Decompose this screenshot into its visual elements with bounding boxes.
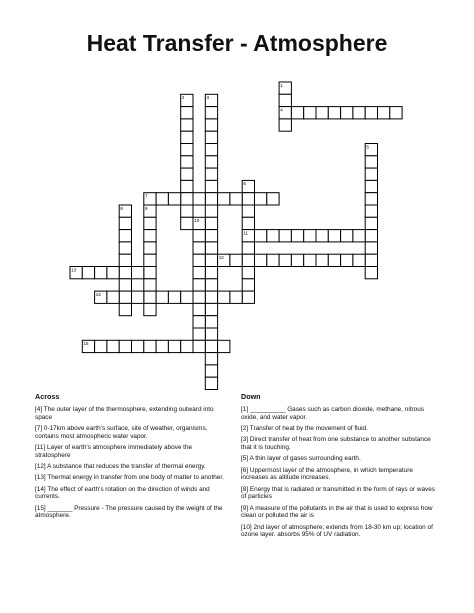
grid-cell[interactable] (378, 107, 390, 119)
grid-cell[interactable] (328, 230, 340, 242)
grid-cell[interactable] (181, 131, 193, 143)
grid-cell[interactable] (119, 303, 131, 315)
grid-cell[interactable] (119, 340, 131, 352)
grid-cell[interactable] (205, 193, 217, 205)
grid-cell[interactable] (181, 217, 193, 229)
grid-cell[interactable] (242, 291, 254, 303)
grid-cell[interactable] (242, 254, 254, 266)
grid-cell[interactable] (181, 291, 193, 303)
grid-cell[interactable] (193, 242, 205, 254)
grid-cell[interactable] (365, 193, 377, 205)
grid-number-11: 11 (243, 230, 249, 236)
grid-cell[interactable] (365, 217, 377, 229)
across-clue-7: [7] 0-17km above earth's surface, site of weather, organisms, contains most atmospheric water vapor. (35, 424, 208, 440)
grid-cell[interactable] (279, 94, 291, 106)
grid-cell[interactable] (390, 107, 402, 119)
across-clue-13: [13] Thermal energy in transfer from one body of matter to another. (35, 474, 224, 482)
grid-cell[interactable] (242, 279, 254, 291)
grid-cell[interactable] (328, 254, 340, 266)
grid-cell[interactable] (193, 267, 205, 279)
across-clue-4: [4] The outer layer of the thermosphere, extending outward into space (35, 406, 214, 421)
grid-cell[interactable] (193, 291, 205, 303)
grid-cell[interactable] (205, 365, 217, 377)
grid-number-7: 7 (145, 193, 148, 199)
grid-cell[interactable] (156, 340, 168, 352)
grid-cell[interactable] (365, 205, 377, 217)
grid-cell[interactable] (193, 254, 205, 266)
grid-cell[interactable] (365, 242, 377, 254)
grid-cell[interactable] (193, 328, 205, 340)
grid-cell[interactable] (193, 279, 205, 291)
grid-cell[interactable] (144, 303, 156, 315)
grid-cell[interactable] (193, 340, 205, 352)
grid-cell[interactable] (353, 107, 365, 119)
grid-cell[interactable] (119, 291, 131, 303)
grid-cell[interactable] (242, 205, 254, 217)
grid-cell[interactable] (267, 230, 279, 242)
grid-cell[interactable] (341, 230, 353, 242)
grid-cell[interactable] (144, 340, 156, 352)
grid-cell[interactable] (316, 107, 328, 119)
grid-number-2: 2 (181, 95, 185, 101)
grid-cell[interactable] (132, 267, 144, 279)
grid-cell[interactable] (156, 193, 168, 205)
grid-cell[interactable] (255, 193, 267, 205)
grid-cell[interactable] (304, 107, 316, 119)
grid-cell[interactable] (205, 131, 217, 143)
grid-cell[interactable] (82, 267, 94, 279)
grid-cell[interactable] (205, 316, 217, 328)
grid-cell[interactable] (205, 156, 217, 168)
grid-cell[interactable] (181, 340, 193, 352)
grid-cell[interactable] (144, 254, 156, 266)
grid-cell[interactable] (205, 107, 217, 119)
down-clue-3: [3] Direct transfer of heat from one substance to another substance that it is touching. (241, 436, 431, 451)
down-heading: Down (241, 392, 261, 401)
grid-cell[interactable] (193, 193, 205, 205)
grid-cell[interactable] (181, 156, 193, 168)
grid-cell[interactable] (242, 267, 254, 279)
grid-number-14: 14 (95, 291, 101, 297)
grid-cell[interactable] (181, 180, 193, 192)
grid-cell[interactable] (119, 242, 131, 254)
grid-cell[interactable] (205, 217, 217, 229)
grid-number-15: 15 (83, 341, 89, 347)
grid-cell[interactable] (119, 279, 131, 291)
grid-cell[interactable] (119, 254, 131, 266)
grid-cell[interactable] (267, 193, 279, 205)
grid-cell[interactable] (291, 107, 303, 119)
grid-cell[interactable] (205, 254, 217, 266)
grid-cell[interactable] (255, 254, 267, 266)
grid-cell[interactable] (230, 193, 242, 205)
across-heading: Across (35, 392, 60, 401)
grid-cell[interactable] (193, 316, 205, 328)
grid-cell[interactable] (205, 242, 217, 254)
grid-cell[interactable] (119, 217, 131, 229)
grid-cell[interactable] (205, 119, 217, 131)
down-clue-9: [9] A measure of the pollutants in the air that is used to express how clean or polluted the air is (241, 504, 433, 520)
grid-cell[interactable] (341, 107, 353, 119)
grid-number-6: 6 (243, 181, 246, 187)
down-clue-10: [10] 2nd layer of atmosphere; extends from 18-30 km up; location of ozone layer. absorbs 95% of UV radiation. (241, 523, 433, 539)
grid-cell[interactable] (144, 217, 156, 229)
grid-cell[interactable] (205, 291, 217, 303)
grid-cell[interactable] (341, 254, 353, 266)
grid-cell[interactable] (242, 193, 254, 205)
grid-cell[interactable] (205, 180, 217, 192)
grid-cell[interactable] (181, 205, 193, 217)
grid-cell[interactable] (205, 205, 217, 217)
grid-cell[interactable] (365, 168, 377, 180)
grid-cell[interactable] (205, 340, 217, 352)
grid-cell[interactable] (328, 107, 340, 119)
grid-cell[interactable] (193, 230, 205, 242)
across-clue-14: [14] The effect of earth's rotation on the direction of winds and currents. (35, 485, 210, 501)
grid-cell[interactable] (95, 340, 107, 352)
grid-number-4: 4 (280, 107, 283, 113)
grid-cell[interactable] (168, 193, 180, 205)
across-clue-11: [11] Layer of earth's atmosphere immediately above the stratosphere (35, 443, 193, 459)
grid-cell[interactable] (291, 230, 303, 242)
grid-cell[interactable] (95, 267, 107, 279)
grid-number-8: 8 (120, 205, 123, 211)
grid-cell[interactable] (205, 377, 217, 389)
down-clue-6: [6] Uppermost layer of the atmosphere, in which temperature increases as altitude increases. (241, 466, 413, 482)
grid-cell[interactable] (242, 242, 254, 254)
grid-number-13: 13 (71, 267, 77, 273)
grid-cell[interactable] (304, 254, 316, 266)
down-clue-1: [1] __________ Gases such as carbon dioxide, methane, nitrous oxide, and water vapor. (241, 406, 424, 421)
grid-cell[interactable] (304, 230, 316, 242)
grid-number-9: 9 (145, 205, 148, 211)
across-clue-15: [15] _______ Pressure - The pressure caused by the weight of the atmosphere. (35, 504, 223, 520)
grid-cell[interactable] (181, 144, 193, 156)
grid-cell[interactable] (181, 107, 193, 119)
grid-cell[interactable] (242, 217, 254, 229)
grid-cell[interactable] (193, 303, 205, 315)
across-clue-list (35, 406, 228, 524)
grid-cell[interactable] (119, 230, 131, 242)
grid-cell[interactable] (255, 230, 267, 242)
grid-cell[interactable] (144, 279, 156, 291)
grid-cell[interactable] (205, 353, 217, 365)
grid-cell[interactable] (230, 291, 242, 303)
grid-cell[interactable] (181, 168, 193, 180)
grid-cell[interactable] (365, 180, 377, 192)
grid-cell[interactable] (205, 267, 217, 279)
grid-cell[interactable] (144, 267, 156, 279)
grid-cell[interactable] (144, 291, 156, 303)
grid-cell[interactable] (353, 254, 365, 266)
grid-cell[interactable] (353, 230, 365, 242)
down-clue-list (241, 406, 441, 543)
grid-cell[interactable] (291, 254, 303, 266)
grid-cell[interactable] (365, 267, 377, 279)
grid-cell[interactable] (168, 340, 180, 352)
grid-cell[interactable] (205, 279, 217, 291)
grid-cell[interactable] (205, 144, 217, 156)
grid-cell[interactable] (279, 230, 291, 242)
across-clue-12: [12] A substance that reduces the transfer of thermal energy. (35, 462, 206, 470)
grid-number-3: 3 (206, 95, 210, 101)
down-clue-5: [5] A thin layer of gases surrounding earth. (241, 455, 361, 463)
grid-cell[interactable] (279, 119, 291, 131)
grid-cell[interactable] (107, 340, 119, 352)
grid-cell[interactable] (205, 303, 217, 315)
grid-cell[interactable] (267, 254, 279, 266)
grid-cell[interactable] (181, 119, 193, 131)
grid-cell[interactable] (132, 340, 144, 352)
grid-cell[interactable] (218, 340, 230, 352)
grid-cell[interactable] (365, 254, 377, 266)
grid-cell[interactable] (316, 254, 328, 266)
grid-number-1: 1 (280, 82, 283, 88)
grid-cell[interactable] (365, 230, 377, 242)
grid-cell[interactable] (218, 291, 230, 303)
grid-cell[interactable] (205, 168, 217, 180)
grid-cell[interactable] (365, 107, 377, 119)
grid-cell[interactable] (205, 230, 217, 242)
grid-number-12: 12 (218, 255, 224, 260)
grid-cell[interactable] (218, 193, 230, 205)
puzzle-title: Heat Transfer - Atmosphere (86, 30, 388, 56)
grid-cell[interactable] (119, 267, 131, 279)
grid-cell[interactable] (132, 291, 144, 303)
grid-cell[interactable] (205, 328, 217, 340)
down-clue-8: [8] Energy that is radiated or transmitted in the form of rays or waves of particles (241, 485, 435, 501)
grid-cell[interactable] (156, 291, 168, 303)
grid-number-5: 5 (366, 144, 369, 150)
grid-cell[interactable] (107, 267, 119, 279)
grid-cell[interactable] (316, 230, 328, 242)
grid-number-10: 10 (194, 218, 200, 224)
grid-cell[interactable] (168, 291, 180, 303)
grid-cell[interactable] (279, 254, 291, 266)
grid-cell[interactable] (144, 242, 156, 254)
grid-cell[interactable] (107, 291, 119, 303)
down-clue-2: [2] Transfer of heat by the movement of fluid. (241, 424, 368, 432)
grid-cell[interactable] (144, 230, 156, 242)
grid-cell[interactable] (230, 254, 242, 266)
grid-cell[interactable] (181, 193, 193, 205)
grid-cell[interactable] (365, 156, 377, 168)
